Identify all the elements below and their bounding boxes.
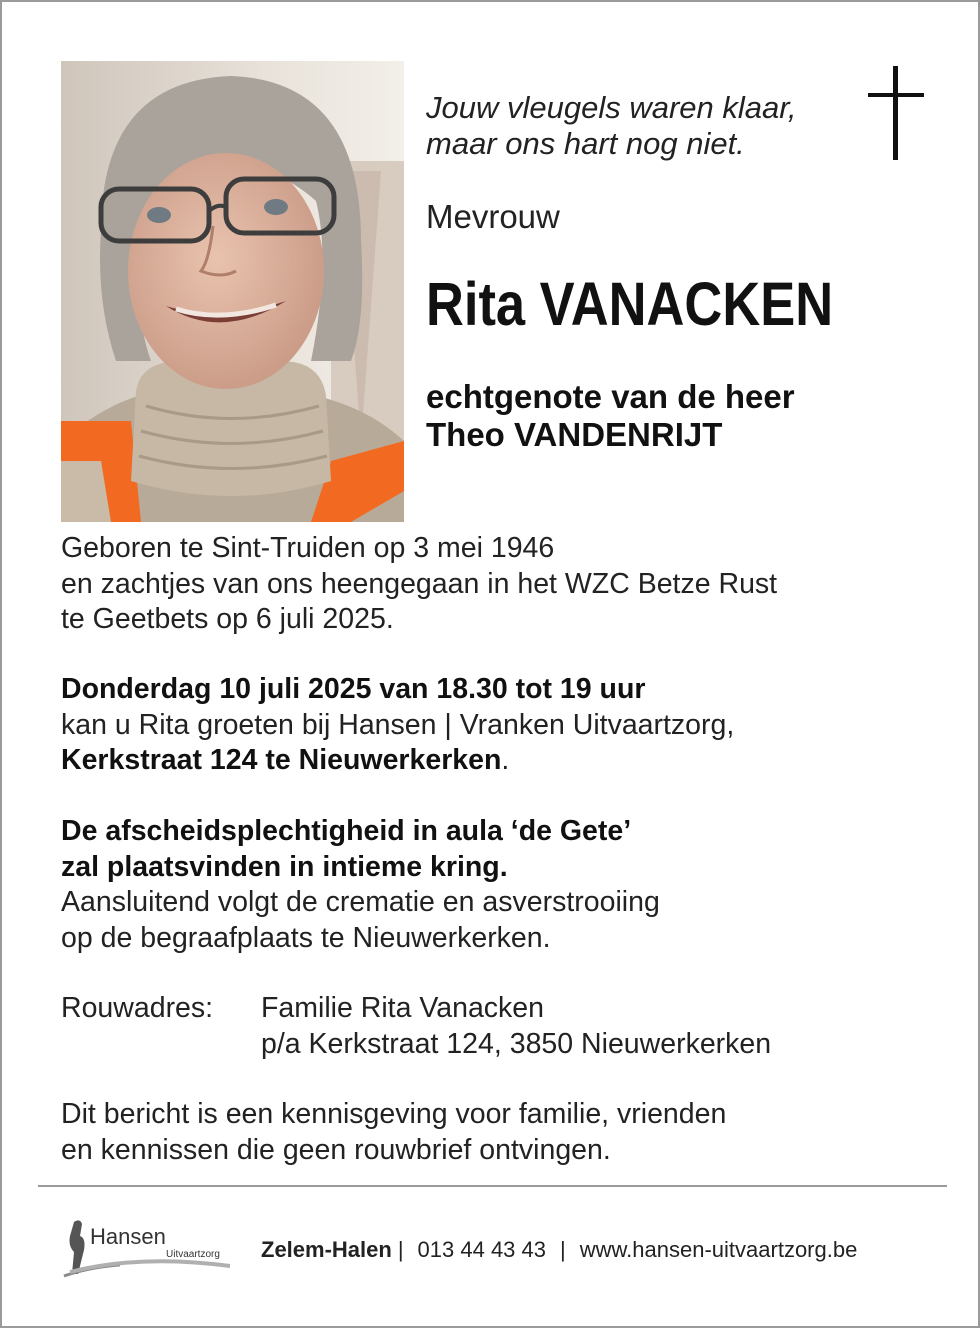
spouse-name: Theo VANDENRIJT — [426, 416, 723, 453]
quote — [426, 90, 796, 162]
text-line: Aansluitend volgt de crematie en asverstrooiing — [61, 886, 660, 918]
honorific: Mevrouw — [426, 198, 560, 235]
hansen-logo-icon — [60, 1216, 240, 1280]
notice — [61, 1097, 941, 1168]
portrait-image — [61, 61, 404, 522]
visitation-address: Kerkstraat 124 te Nieuwerkerken — [61, 744, 502, 776]
text-line: Familie Rita Vanacken — [261, 992, 545, 1024]
spouse — [426, 378, 795, 454]
separator: | — [560, 1237, 566, 1262]
text-line: en kennissen die geen rouwbrief ontvingen. — [61, 1133, 611, 1166]
mourning-address-label: Rouwadres: — [61, 992, 214, 1024]
text-line: en zachtjes van ons heengegaan in het WZC Betze Rust — [61, 567, 778, 600]
text-line: kan u Rita groeten bij Hansen | Vranken Uitvaartzorg, — [61, 708, 735, 741]
birth-details — [61, 531, 941, 638]
divider — [38, 1185, 947, 1187]
text-line: Dit bericht is een kennisgeving voor familie, vrienden — [61, 1098, 727, 1130]
cross-icon — [868, 66, 924, 160]
portrait-photo — [61, 61, 404, 522]
text-line: te Geetbets op 6 juli 2025. — [61, 603, 394, 635]
visitation-datetime: Donderdag 10 juli 2025 van 18.30 tot 19 uur — [61, 673, 646, 705]
text-line: Geboren te Sint-Truiden op 3 mei 1946 — [61, 532, 555, 564]
spouse-line: echtgenote van de heer — [426, 378, 795, 415]
ceremony-line: De afscheidsplechtigheid in aula ‘de Gete’ — [61, 815, 632, 847]
quote-line: Jouw vleugels waren klaar, — [426, 90, 797, 125]
text-line: op de begraafplaats te Nieuwerkerken. — [61, 921, 551, 954]
separator: | — [397, 1237, 404, 1262]
logo-subtitle: Uitvaartzorg — [166, 1249, 220, 1260]
deceased-name: Rita VANACKEN — [426, 270, 834, 338]
footer-website[interactable]: www.hansen-uitvaartzorg.be — [579, 1237, 858, 1262]
ceremony-details — [61, 814, 941, 956]
text-line: p/a Kerkstraat 124, 3850 Nieuwerkerken — [261, 1027, 772, 1060]
ceremony-line: zal plaatsvinden in intieme kring. — [61, 850, 508, 883]
footer-phone[interactable]: 013 44 43 43 — [417, 1237, 547, 1262]
visitation-address-line — [61, 743, 941, 779]
footer-town: Zelem-Halen — [261, 1237, 392, 1262]
logo-name: Hansen — [90, 1224, 166, 1249]
punctuation: . — [501, 744, 510, 776]
quote-line: maar ons hart nog niet. — [426, 126, 745, 161]
footer-contact — [261, 1236, 857, 1264]
visitation-details — [61, 672, 941, 779]
